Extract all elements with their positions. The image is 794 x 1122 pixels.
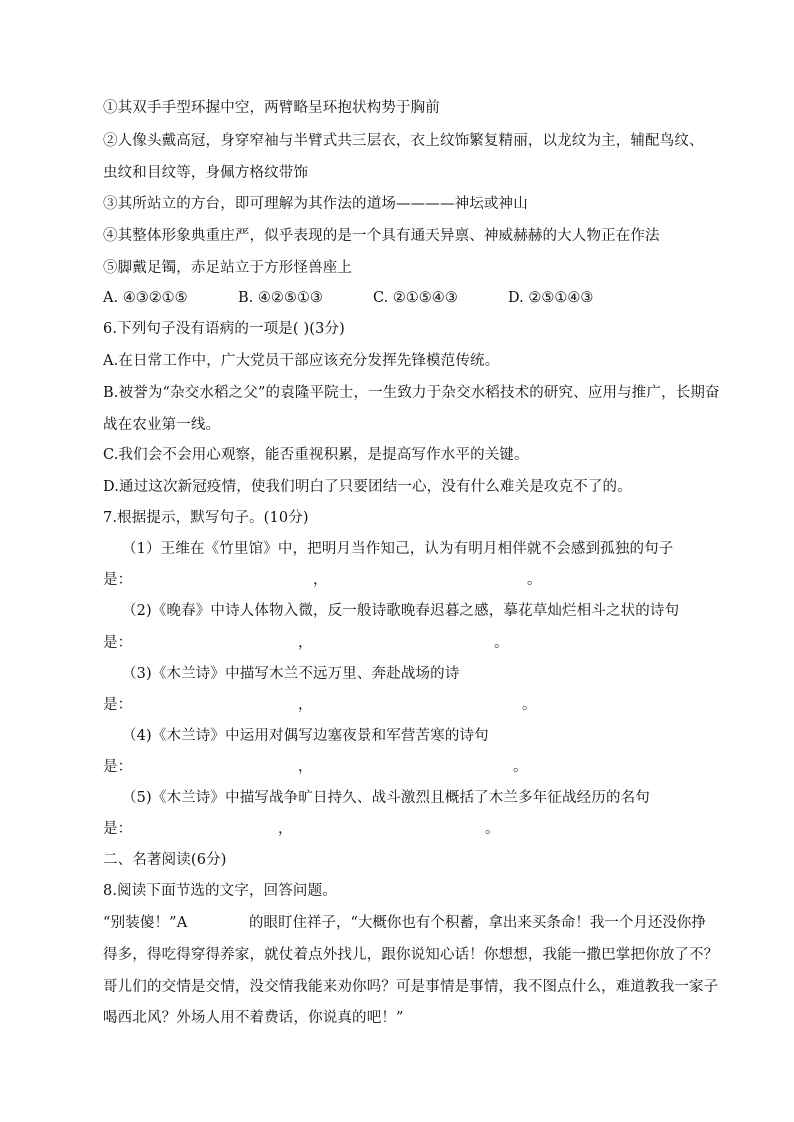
- section-2-heading: 二、名著阅读(6分): [103, 852, 227, 868]
- q7-answer-2-period: 。: [494, 635, 509, 651]
- q6-option-a[interactable]: A.在日常工作中，广大党员干部应该充分发挥先锋模范传统。: [103, 353, 500, 369]
- q5-item-1: ①其双手手型环握中空，两臂略呈环抱状构势于胸前: [103, 100, 440, 116]
- q5-item-2-line2: 虫纹和目纹等，身佩方格纹带饰: [103, 165, 309, 181]
- q7-prompt-4: （4)《木兰诗》中运用对偶写边塞夜景和军营苦寒的诗句: [122, 728, 489, 744]
- q7-answer-5-period: 。: [485, 821, 500, 837]
- passage-line-1-rest: 的眼盯住祥子，“大概你也有个积蓄，拿出来买条命！我一个月还没你挣: [249, 915, 706, 931]
- q6-stem: 6.下列句子没有语病的一项是( )(3分): [103, 321, 345, 337]
- q7-answer-5-comma: ，: [278, 821, 293, 837]
- q7-answer-3-comma: ，: [298, 697, 313, 713]
- q7-answer-1-period: 。: [527, 572, 542, 588]
- q7-prompt-2: （2)《晚春》中诗人体物入微，反一般诗歌晚春迟暮之感，摹花草灿烂相斗之状的诗句: [122, 603, 680, 619]
- q6-option-b-line2: 战在农业第一线。: [103, 417, 221, 433]
- q5-option-d[interactable]: D. ②⑤①④③: [508, 290, 594, 306]
- passage-line-1-start: “别装傻！”A: [103, 915, 188, 931]
- q5-option-a[interactable]: A. ④③②①⑤: [103, 290, 188, 306]
- q7-answer-4-period: 。: [513, 759, 528, 775]
- q5-item-3: ③其所站立的方台，即可理解为其作法的道场————神坛或神山: [103, 196, 528, 212]
- q6-option-b-line1[interactable]: B.被誉为“杂交水稻之父”的袁隆平院士，一生致力于杂交水稻技术的研究、应用与推广，长期奋: [103, 385, 720, 401]
- q7-prompt-3: （3)《木兰诗》中描写木兰不远万里、奔赴战场的诗: [122, 666, 460, 682]
- q7-answer-label-3: 是：: [103, 697, 133, 713]
- q6-option-c[interactable]: C.我们会不会用心观察，能否重视积累，是提高写作水平的关键。: [103, 447, 529, 463]
- q7-answer-1-comma: ，: [313, 572, 328, 588]
- q7-answer-label-4: 是：: [103, 759, 133, 775]
- q7-prompt-1: （1）王维在《竹里馆》中，把明月当作知己，认为有明月相伴就不会感到孤独的句子: [122, 541, 674, 557]
- q7-answer-2-comma: ，: [298, 635, 313, 651]
- q8-stem: 8.阅读下面节选的文字，回答问题。: [103, 883, 337, 899]
- passage-line-3: 哥儿们的交情是交情，没交情我能来劝你吗？可是事情是事情，我不图点什么，难道教我一家子: [103, 979, 719, 995]
- q5-option-c[interactable]: C. ②①⑤④③: [373, 290, 458, 306]
- q7-answer-label-5: 是：: [103, 821, 133, 837]
- q7-stem: 7.根据提示，默写句子。(10分): [103, 510, 309, 526]
- q7-answer-label-1: 是：: [103, 572, 133, 588]
- q6-option-d[interactable]: D.通过这次新冠疫情，使我们明白了只要团结一心，没有什么难关是攻克不了的。: [103, 479, 632, 495]
- passage-line-4: 喝西北风？外场人用不着费话，你说真的吧！”: [103, 1010, 404, 1026]
- q5-item-2-line1: ②人像头戴高冠，身穿窄袖与半臂式共三层衣，衣上纹饰繁复精丽，以龙纹为主，辅配鸟纹、: [103, 133, 704, 149]
- q7-answer-3-period: 。: [522, 697, 537, 713]
- passage-line-2: 得多，得吃得穿得养家，就仗着点外找儿，跟你说知心话！你想想，我能一撒巴掌把你放了不？: [103, 947, 719, 963]
- q5-item-4: ④其整体形象典重庄严，似乎表现的是一个具有通天异禀、神威赫赫的大人物正在作法: [103, 228, 660, 244]
- q7-answer-label-2: 是：: [103, 635, 133, 651]
- q5-option-b[interactable]: B. ④②⑤①③: [238, 290, 323, 306]
- q7-answer-4-comma: ，: [298, 759, 313, 775]
- q7-prompt-5: （5)《木兰诗》中描写战争旷日持久、战斗激烈且概括了木兰多年征战经历的名句: [122, 790, 650, 806]
- q5-item-5: ⑤脚戴足镯，赤足站立于方形怪兽座上: [103, 260, 353, 276]
